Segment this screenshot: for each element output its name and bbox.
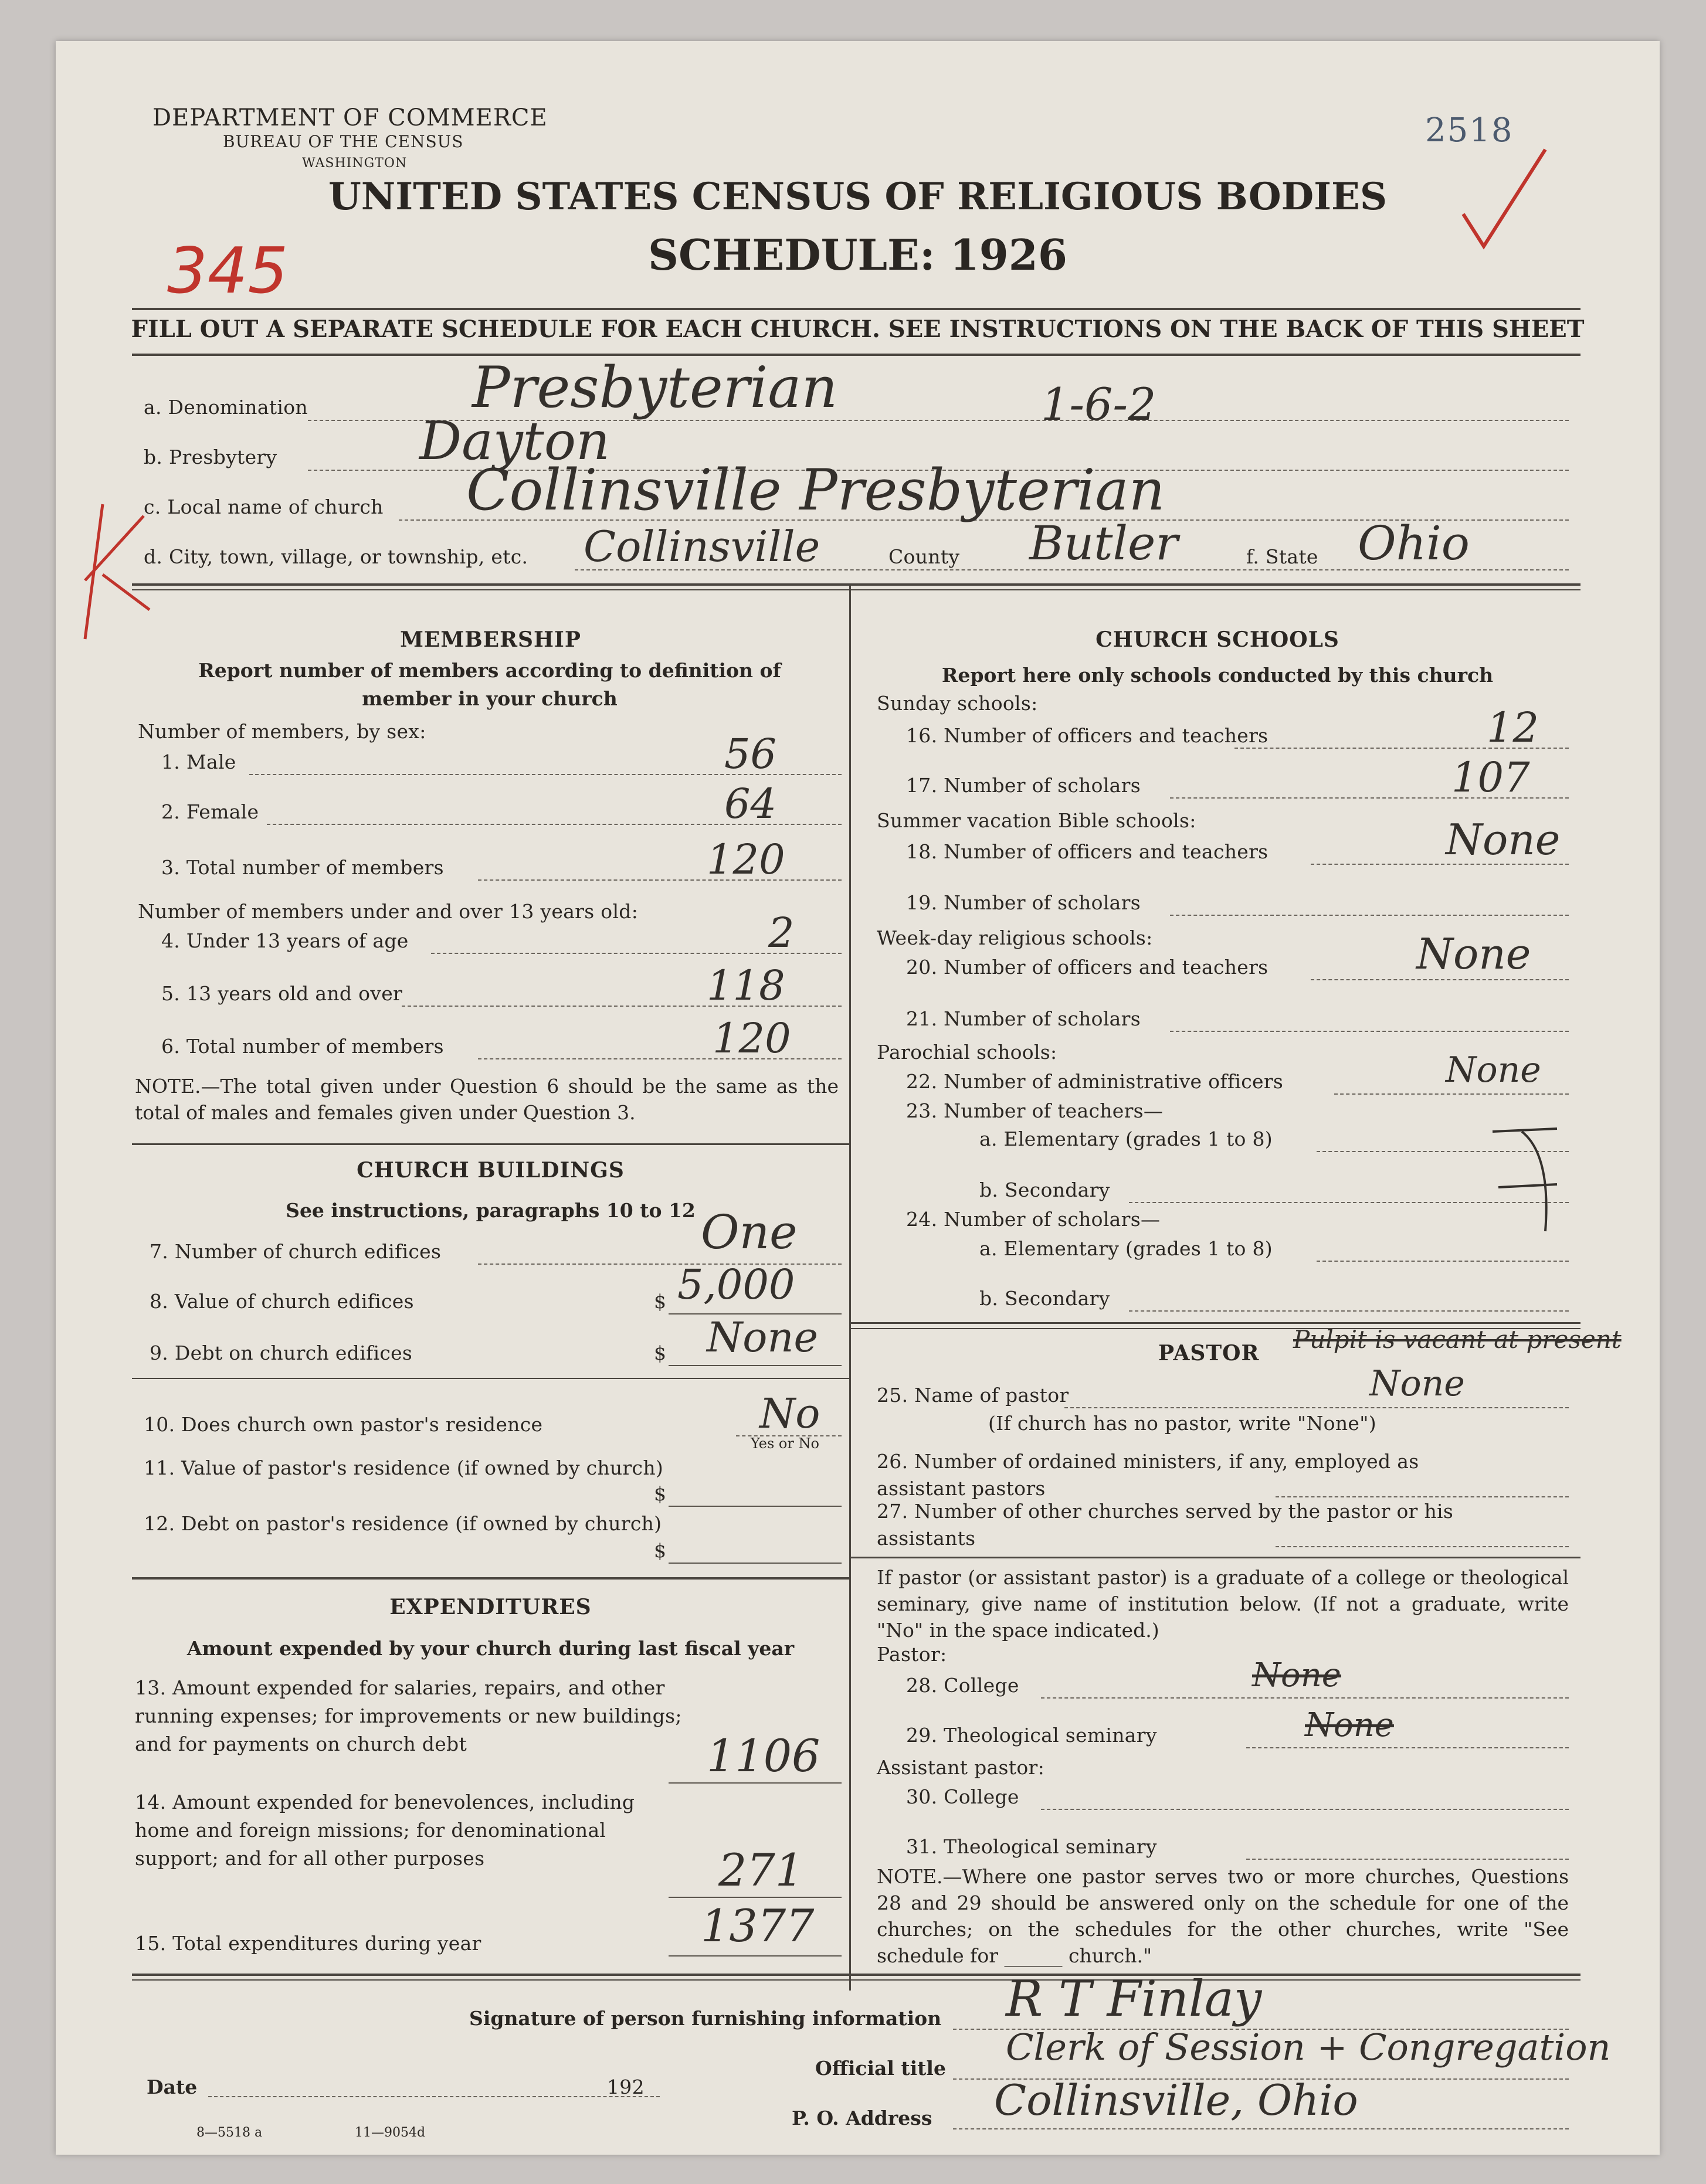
q30-line[interactable] [1041,1809,1569,1810]
rule [132,589,1580,590]
county-label: County [888,545,960,568]
city-name: WASHINGTON [302,156,408,171]
q12-currency: $ [654,1539,667,1562]
q23a-label: a. Elementary (grades 1 to 8) [979,1127,1273,1150]
q2-value: 64 [724,780,777,828]
denomination-value: Presbyterian [472,355,838,420]
q6-value: 120 [713,1014,791,1062]
pulpit-note: Pulpit is vacant at present [1293,1325,1622,1354]
q5-value: 118 [707,962,785,1010]
buildings-instr: See instructions, paragraphs 10 to 12 [286,1199,696,1222]
rule [132,1577,849,1580]
rule [132,1974,1580,1976]
yes-no-hint: Yes or No [751,1435,819,1452]
q11-currency: $ [654,1482,667,1505]
rule [132,354,1580,356]
q25-value: None [1369,1363,1465,1404]
q1-value: 56 [724,730,777,778]
pastor-sub-label: Pastor: [877,1643,947,1666]
signature-label: Signature of person furnishing information [469,2007,942,2030]
city-line[interactable] [575,569,1569,570]
q21-line[interactable] [1170,1031,1569,1032]
q8-label: 8. Value of church edifices [150,1290,414,1313]
q18-value: None [1446,815,1561,864]
q9-currency: $ [654,1341,667,1364]
q12-label: 12. Debt on pastor's residence (if owned by church) [144,1512,662,1535]
q24a-line[interactable] [1317,1261,1569,1262]
parochial-schools: Parochial schools: [877,1041,1057,1064]
vacation-schools: Summer vacation Bible schools: [877,809,1196,832]
dash-marks-icon [1487,1120,1569,1237]
q18-label: 18. Number of officers and teachers [906,840,1269,863]
q13-label: 13. Amount expended for salaries, repairs, and other running expenses; for improvements or new buildings; and for payments on church debt [135,1676,682,1755]
q19-line[interactable] [1170,915,1569,916]
pastor-title: PASTOR [1158,1341,1260,1366]
q9-line[interactable] [669,1365,842,1366]
q8-value: 5,000 [677,1261,795,1309]
q3-line[interactable] [478,879,842,881]
q29-label: 29. Theological seminary [906,1724,1157,1747]
q8-currency: $ [654,1290,667,1313]
po-address-value: Collinsville, Ohio [994,2076,1358,2125]
red-number: 345 [167,235,289,308]
rule [132,308,1580,310]
denomination-label: a. Denomination [144,396,308,419]
q25-hint: (If church has no pastor, write "None") [988,1412,1376,1435]
check-mark-icon [1457,144,1551,255]
q26-label: 26. Number of ordained ministers, if any, employed as assistant pastors [877,1450,1419,1500]
q10-value: No [759,1390,820,1438]
print-number: 11—9054d [355,2125,426,2140]
q28-value: None [1252,1656,1341,1694]
q9-label: 9. Debt on church edifices [150,1341,413,1364]
q12-line[interactable] [669,1563,842,1564]
signature-value: R T Finlay [1006,1970,1262,2027]
q15-value: 1377 [701,1900,815,1952]
q20-label: 20. Number of officers and teachers [906,956,1269,979]
q20-line[interactable] [1311,979,1569,980]
pastor-note: NOTE.—Where one pastor serves two or more churches, Questions 28 and 29 should be answered only on the schedule for one of the churches; on the schedules for the other churches, write "See schedule for ______ church." [877,1865,1569,1967]
q10-label: 10. Does church own pastor's residence [144,1413,543,1436]
schools-title: CHURCH SCHOOLS [1095,627,1339,652]
official-title-label: Official title [815,2057,946,2080]
q30-label: 30. College [906,1785,1019,1808]
local-name-label: c. Local name of church [144,495,384,518]
q5-label: 5. 13 years old and over [161,982,403,1005]
q29-value: None [1305,1706,1394,1744]
q17-value: 107 [1451,753,1530,801]
q1-label: 1. Male [161,750,236,773]
q13-line[interactable] [669,1782,842,1784]
rule [851,1322,1580,1324]
q24b-line[interactable] [1129,1310,1569,1312]
q13-value: 1106 [707,1730,820,1782]
po-address-label: P. O. Address [792,2107,932,2129]
stamp-number: 2518 [1425,111,1514,150]
form-title: UNITED STATES CENSUS OF RELIGIOUS BODIES [328,175,1388,219]
department-name: DEPARTMENT OF COMMERCE [152,104,548,131]
state-label: f. State [1246,545,1318,568]
assistant-pastor-label: Assistant pastor: [877,1756,1044,1779]
q31-label: 31. Theological seminary [906,1835,1157,1858]
q27-label: 27. Number of other churches served by the pastor or his assistants [877,1500,1454,1550]
rule [132,583,1580,586]
q7-label: 7. Number of church edifices [150,1240,442,1263]
q16-value: 12 [1487,704,1539,752]
city-label: d. City, town, village, or township, etc. [144,545,528,568]
q24b-label: b. Secondary [979,1287,1110,1310]
q4-label: 4. Under 13 years of age [161,929,409,952]
rule [132,1979,1580,1981]
po-address-line[interactable] [953,2128,1569,2129]
local-name-value: Collinsville Presbyterian [466,457,1165,523]
rule [132,1378,849,1379]
q23b-label: b. Secondary [979,1178,1110,1201]
date-label: Date [147,2076,198,2098]
denomination-code: 1-6-2 [1041,378,1156,430]
q2-label: 2. Female [161,800,259,823]
sunday-schools: Sunday schools: [877,692,1038,715]
q11-line[interactable] [669,1506,842,1507]
expenditures-intro: Amount expended by your church during last fiscal year [186,1637,795,1660]
q7-value: One [701,1205,798,1259]
graduate-note: If pastor (or assistant pastor) is a graduate of a college or theological seminary, give name of institution below. (If not a graduate, write "No" in the space indicated.) [877,1566,1569,1642]
instruction-banner: FILL OUT A SEPARATE SCHEDULE FOR EACH CHURCH. SEE INSTRUCTIONS ON THE BACK OF THIS SHEET [131,315,1585,343]
q22-value: None [1446,1049,1541,1091]
q3-label: 3. Total number of members [161,856,444,879]
q20-value: None [1416,929,1531,979]
membership-intro: Report number of members according to definition of member in your church [198,659,781,710]
q14-line[interactable] [669,1897,842,1898]
rule [851,1557,1580,1558]
schools-intro: Report here only schools conducted by this church [941,664,1494,687]
q24a-label: a. Elementary (grades 1 to 8) [979,1237,1273,1260]
q22-label: 22. Number of administrative officers [906,1070,1284,1093]
date-year: 192 [607,2076,645,2098]
expenditures-title: EXPENDITURES [389,1595,592,1619]
q17-label: 17. Number of scholars [906,774,1141,797]
members-by-age: Number of members under and over 13 years old: [138,900,639,923]
q15-line[interactable] [669,1955,842,1957]
date-line[interactable] [208,2096,660,2097]
q27-line[interactable] [1276,1546,1569,1547]
state-value: Ohio [1358,516,1470,570]
q4-value: 2 [768,909,795,957]
city-value: Collinsville [584,522,820,571]
q23-label: 23. Number of teachers— [906,1099,1164,1122]
membership-note: NOTE.—The total given under Question 6 should be the same as the total of males and females given under Question 3. [135,1075,839,1124]
county-value: Butler [1029,516,1178,570]
q14-label: 14. Amount expended for benevolences, including home and foreign missions; for denominational support; and for all other purposes [135,1791,635,1870]
rule [132,1143,849,1145]
column-divider [849,583,851,1991]
weekday-schools: Week-day religious schools: [877,926,1153,949]
q22-line[interactable] [1334,1093,1569,1095]
q6-label: 6. Total number of members [161,1035,444,1058]
membership-title: MEMBERSHIP [400,627,581,652]
q28-label: 28. College [906,1674,1019,1697]
presbytery-value: Dayton [419,410,610,472]
q24-label: 24. Number of scholars— [906,1208,1161,1231]
form-number: 8—5518 a [196,2125,263,2140]
census-schedule-sheet [56,41,1660,2155]
q11-label: 11. Value of pastor's residence (if owned by church) [144,1456,664,1479]
buildings-title: CHURCH BUILDINGS [357,1158,625,1183]
members-by-sex: Number of members, by sex: [138,720,426,743]
bureau-name: BUREAU OF THE CENSUS [223,132,464,151]
q15-label: 15. Total expenditures during year [135,1932,481,1955]
official-title-value: Clerk of Session + Congregation [1006,2026,1611,2068]
q21-label: 21. Number of scholars [906,1007,1141,1030]
schedule-title: SCHEDULE: 1926 [648,230,1067,280]
q26-line[interactable] [1276,1496,1569,1497]
q31-line[interactable] [1246,1859,1569,1860]
q19-label: 19. Number of scholars [906,891,1141,914]
q28-line[interactable] [1041,1697,1569,1699]
q14-value: 271 [718,1844,804,1896]
q16-label: 16. Number of officers and teachers [906,724,1269,747]
q29-line[interactable] [1246,1747,1569,1748]
q25-line[interactable] [1064,1407,1569,1408]
q3-value: 120 [707,835,785,884]
q9-value: None [707,1313,818,1361]
q25-label: 25. Name of pastor [877,1384,1069,1407]
presbytery-label: b. Presbytery [144,446,277,468]
